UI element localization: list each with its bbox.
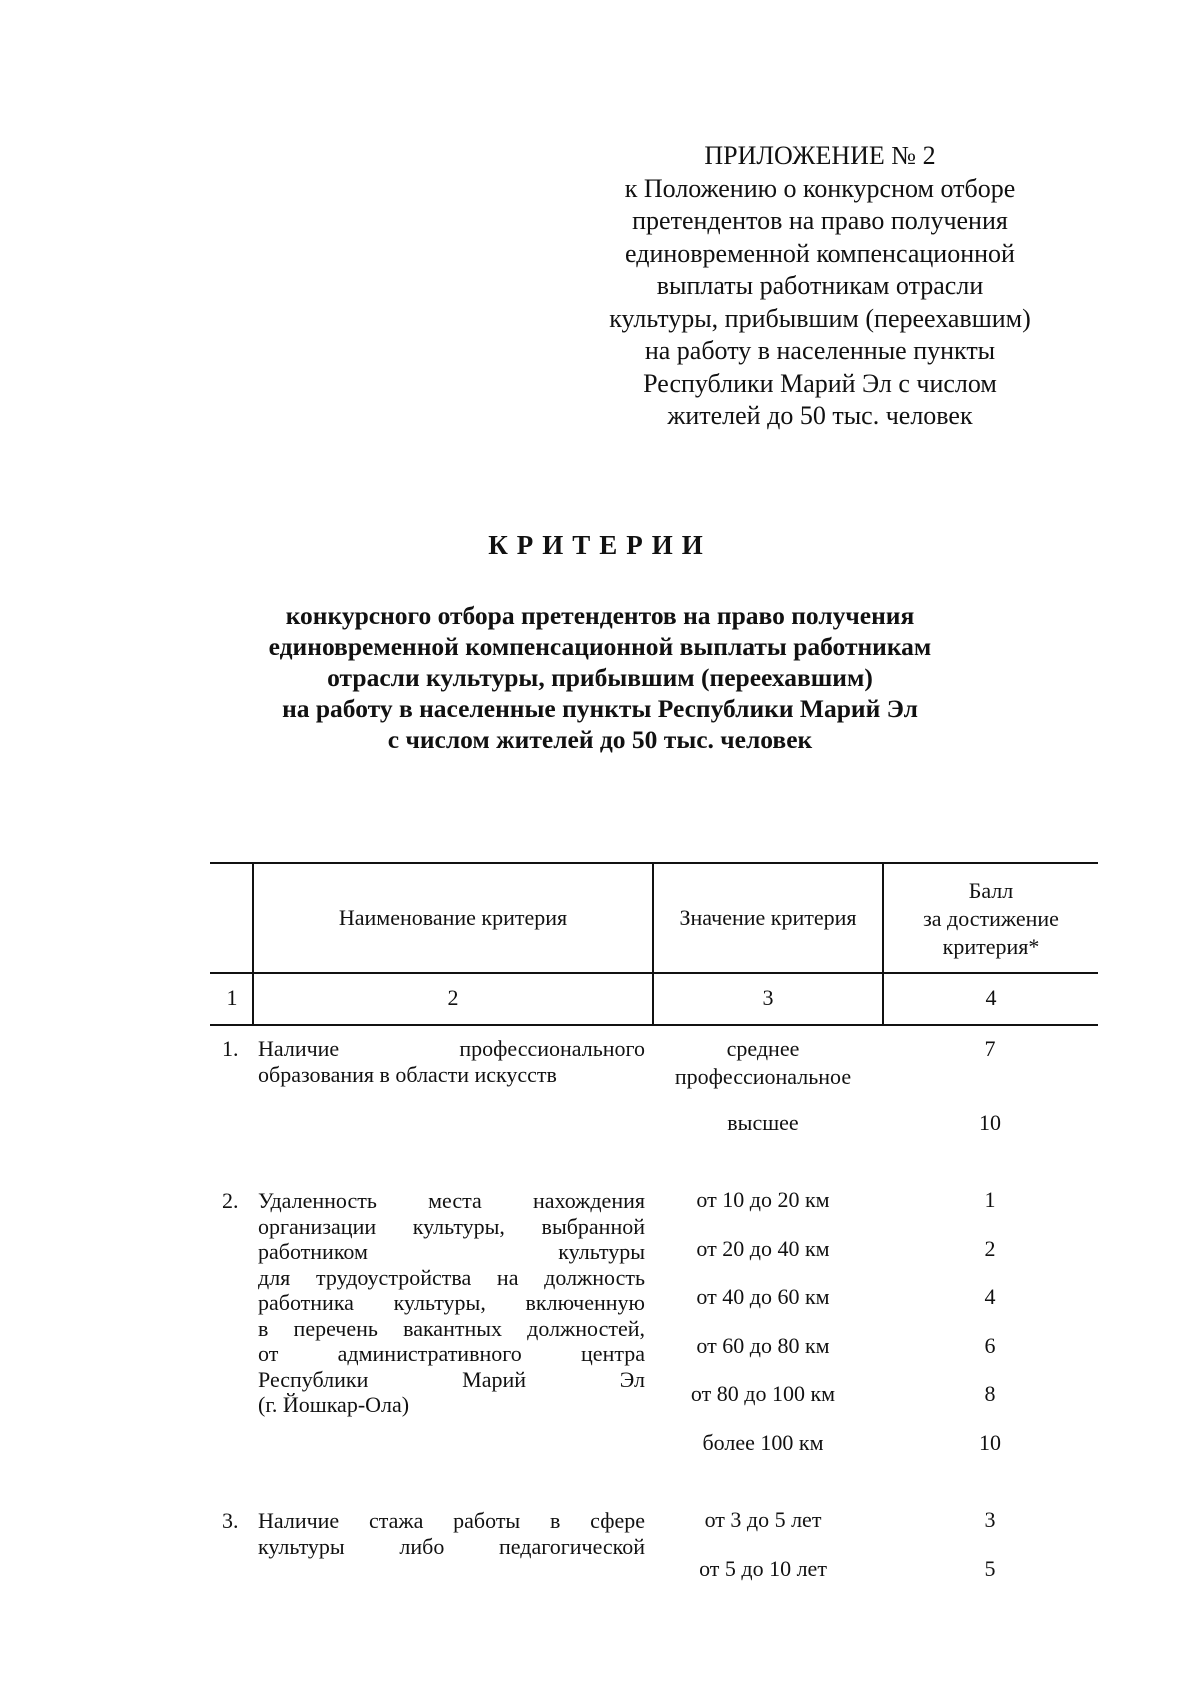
row-number: 1.	[222, 1036, 239, 1061]
criterion-line: в перечень вакантных должностей,	[258, 1315, 645, 1341]
criterion-value: от 80 до 100 км	[690, 1381, 836, 1406]
criterion-score: 4	[984, 1284, 996, 1309]
criterion-line: Наличие стажа работы в сфере	[258, 1508, 645, 1533]
appendix-line: культуры, прибывшим (переехавшим)	[609, 303, 1031, 333]
subtitle-line: конкурсного отбора претендентов на право получения	[285, 601, 915, 630]
subtitle-line: на работу в населенные пункты Республики Марий Эл	[282, 694, 918, 723]
column-number: 2	[447, 985, 459, 1010]
criterion-score: 10	[979, 1430, 1001, 1455]
subtitle-line: с числом жителей до 50 тыс. человек	[387, 725, 813, 754]
criterion-value: от 10 до 20 км	[696, 1187, 830, 1212]
criterion-line: культуры либо педагогической	[258, 1533, 645, 1559]
document-subtitle	[200, 600, 1000, 755]
criterion-line: работником культуры	[258, 1239, 645, 1264]
criterion-value	[654, 1035, 872, 1091]
subtitle-line: единовременной компенсационной выплаты работникам	[268, 632, 932, 661]
criterion-line: для трудоустройства на должность	[258, 1264, 645, 1290]
criterion-score: 5	[984, 1556, 996, 1581]
header-score-line: критерия*	[942, 934, 1040, 959]
header-score-line: за достижение	[923, 906, 1059, 931]
column-number: 3	[762, 985, 774, 1010]
criterion-line: (г. Йошкар-Ола)	[258, 1392, 410, 1417]
criterion-score: 7	[984, 1036, 996, 1061]
criterion-line: работника культуры, включенную	[258, 1290, 645, 1315]
header-score	[884, 877, 1098, 961]
criterion-score: 6	[984, 1333, 996, 1358]
criterion-value: от 3 до 5 лет	[704, 1507, 822, 1532]
column-number: 1	[226, 985, 238, 1010]
appendix-line: ПРИЛОЖЕНИЕ № 2	[704, 141, 936, 170]
subtitle-line: отрасли культуры, прибывшим (переехавшим)	[327, 663, 873, 692]
criterion-text	[258, 1508, 645, 1559]
appendix-header	[560, 140, 1080, 433]
criterion-line: Наличие профессионального	[258, 1036, 645, 1061]
table-numbers-divider	[210, 1024, 1098, 1026]
header-criterion-name: Наименование критерия	[338, 905, 568, 930]
appendix-line: на работу в населенные пункты	[644, 336, 996, 365]
criterion-value: более 100 км	[702, 1430, 824, 1455]
value-line: профессиональное	[674, 1064, 852, 1089]
row-number: 2.	[222, 1188, 239, 1213]
column-number: 4	[985, 985, 997, 1010]
criterion-score: 3	[984, 1507, 996, 1532]
appendix-line: выплаты работникам отрасли	[656, 271, 984, 300]
table-header-divider	[210, 972, 1098, 974]
criterion-value: от 20 до 40 км	[696, 1236, 830, 1261]
value-line: среднее	[726, 1036, 800, 1061]
table-top-border	[210, 862, 1098, 864]
criterion-line: образования в области искусств	[258, 1061, 557, 1087]
criterion-score: 10	[979, 1110, 1001, 1135]
criterion-line: Удаленность места нахождения	[258, 1188, 645, 1213]
criterion-score: 8	[984, 1381, 996, 1406]
criterion-score: 2	[984, 1236, 996, 1261]
appendix-line: Республики Марий Эл с числом	[643, 368, 997, 398]
criterion-score: 1	[984, 1187, 996, 1212]
criterion-line: организации культуры, выбранной	[258, 1213, 645, 1239]
appendix-line: к Положению о конкурсном отборе	[624, 173, 1016, 203]
criterion-value: от 40 до 60 км	[696, 1284, 830, 1309]
header-criterion-value: Значение критерия	[679, 905, 857, 930]
appendix-line: жителей до 50 тыс. человек	[667, 401, 973, 430]
criterion-value: высшее	[727, 1110, 799, 1135]
criterion-value: от 60 до 80 км	[696, 1333, 830, 1358]
header-score-line: Балл	[968, 878, 1014, 903]
row-number: 3.	[222, 1508, 239, 1533]
criterion-line: от административного центра	[258, 1341, 645, 1366]
criterion-value: от 5 до 10 лет	[699, 1556, 827, 1581]
document-title: КРИТЕРИИ	[488, 530, 712, 560]
criterion-text	[258, 1188, 645, 1418]
criterion-line: Республики Марий Эл	[258, 1366, 645, 1392]
appendix-line: претендентов на право получения	[632, 206, 1008, 235]
criterion-text	[258, 1036, 645, 1087]
appendix-line: единовременной компенсационной	[625, 238, 1015, 268]
